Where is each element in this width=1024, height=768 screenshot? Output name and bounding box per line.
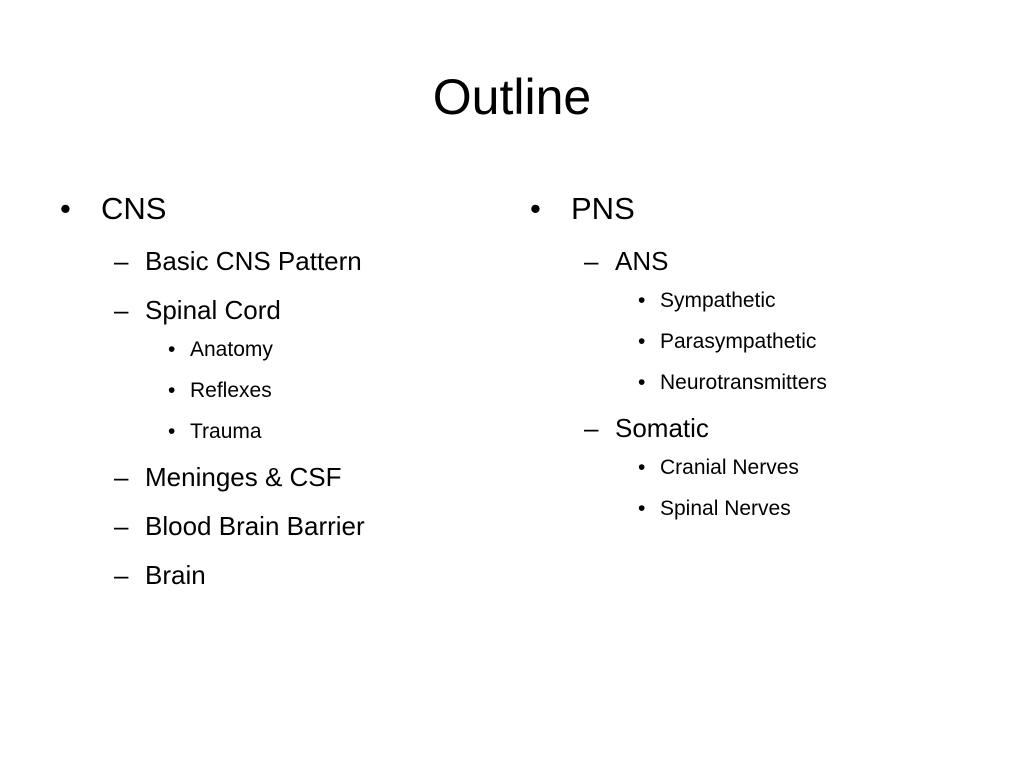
outline-subitem-label: Basic CNS Pattern [145,246,362,276]
bullet-marker: • [638,371,646,394]
outline-subsubitem-label: Anatomy [190,338,273,361]
left-column [60,186,500,595]
outline-subitem-label: ANS [615,246,669,276]
dash-marker: – [114,295,129,325]
outline-subsubitem [60,375,500,407]
outline-subsubitem-label: Trauma [190,420,262,443]
outline-subitem [60,555,500,595]
outline-subsubitem-label: Reflexes [190,379,272,402]
outline-heading: CNS [101,191,167,226]
outline-item-pns [530,186,970,232]
outline-heading: PNS [571,191,635,226]
dash-marker: – [114,560,129,590]
outline-subitem-label: Brain [145,560,206,590]
dash-marker: – [584,246,599,276]
bullet-marker: • [168,420,176,443]
outline-subsubitem [530,367,970,399]
bullet-marker: • [638,289,646,312]
bullet-marker: • [638,330,646,353]
outline-subsubitem-label: Parasympathetic [660,330,817,353]
dash-marker: – [114,462,129,492]
bullet-marker: • [638,456,646,479]
dash-marker: – [584,413,599,443]
outline-subsubitem [530,452,970,484]
outline-subitem-label: Somatic [615,413,709,443]
outline-subsubitem [530,493,970,525]
dash-marker: – [114,511,129,541]
outline-subsubitem-label: Sympathetic [660,289,776,312]
slide-title: Outline [432,69,592,125]
outline-subitem [60,290,500,330]
outline-subitem [60,457,500,497]
outline-subsubitem [60,416,500,448]
right-column [530,186,970,525]
outline-subitem [60,506,500,546]
outline-item-cns [60,186,500,232]
bullet-marker: • [168,379,176,402]
outline-subsubitem [60,334,500,366]
outline-subitem-label: Meninges & CSF [145,462,342,492]
bullet-marker: • [168,338,176,361]
outline-subitem-label: Blood Brain Barrier [145,511,365,541]
outline-subsubitem [530,326,970,358]
dash-marker: – [114,246,129,276]
outline-subitem [530,408,970,448]
bullet-marker: • [60,191,71,226]
outline-subsubitem-label: Cranial Nerves [660,456,799,479]
outline-subitem [60,241,500,281]
outline-subsubitem-label: Spinal Nerves [660,497,791,520]
outline-subitem [530,241,970,281]
outline-subsubitem-label: Neurotransmitters [660,371,827,394]
outline-subitem-label: Spinal Cord [145,295,281,325]
bullet-marker: • [638,497,646,520]
bullet-marker: • [530,191,541,226]
outline-subsubitem [530,285,970,317]
